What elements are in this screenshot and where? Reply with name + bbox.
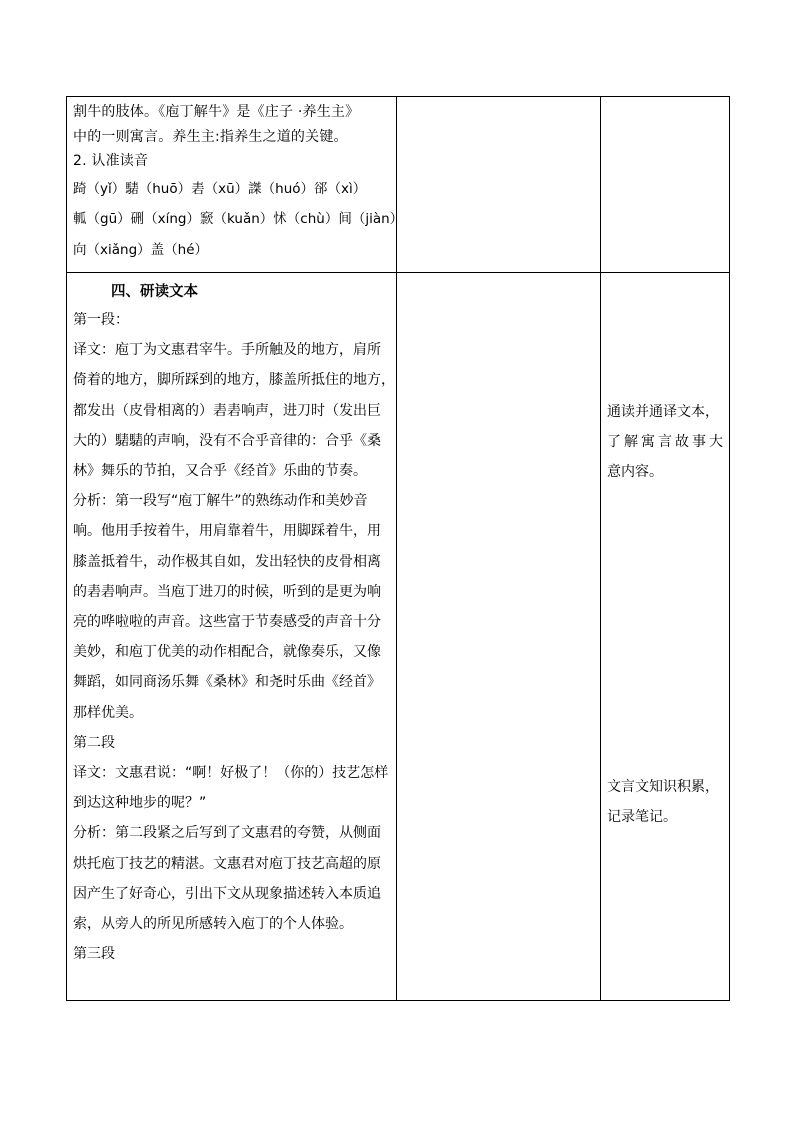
section-heading: 四、研读文本 xyxy=(111,284,198,300)
text-line: 第二段 xyxy=(73,734,115,751)
table-row xyxy=(67,97,730,273)
table-row xyxy=(67,273,730,1001)
text-line: 响。他用手按着牛，用肩靠着牛，用脚踩着牛，用 xyxy=(73,523,381,540)
design-intent-cell xyxy=(601,97,730,273)
side-note xyxy=(601,772,725,832)
text-line: 膝盖抵着牛，动作极其自如，发出轻快的皮骨相离 xyxy=(73,553,381,570)
student-activity-cell xyxy=(397,273,601,1001)
text-line: 烘托庖丁技艺的精湛。文惠君对庖丁技艺高超的原 xyxy=(73,855,381,872)
text-line: 索，从旁人的所见所感转入庖丁的个人体验。 xyxy=(73,916,353,933)
text-line: 倚着的地方，脚所踩到的地方，膝盖所抵住的地方， xyxy=(73,372,395,389)
design-intent-cell xyxy=(601,273,730,1001)
text-line: 译文：文惠君说：“啊！好极了！（你的）技艺怎样 xyxy=(73,765,389,782)
text-line: 第三段 xyxy=(73,946,115,963)
side-note-line: 文言文知识积累， xyxy=(607,779,719,795)
text-line: 分析：第一段写“庖丁解牛”的熟练动作和美妙音 xyxy=(73,493,368,510)
side-note-line: 记录笔记。 xyxy=(607,809,677,825)
text-line: 2. 认准读音 xyxy=(73,153,149,169)
side-note-line: 了解寓言故事大 xyxy=(607,434,726,450)
text-line: 因产生了好奇心，引出下文从现象描述转入本质追 xyxy=(73,885,381,902)
text-line: 舞蹈，如同商汤乐舞《桑林》和尧时乐曲《经首》 xyxy=(73,674,381,691)
pinyin-line: 踦（yǐ）騞（huō）砉（xū）謋（huó）郤（xì） xyxy=(73,180,367,197)
side-note xyxy=(601,397,732,487)
text-line: 都发出（皮骨相离的）砉砉响声，进刀时（发出巨 xyxy=(73,402,381,419)
text-line: 割牛的肢体。《庖丁解牛》是《庄子 ·养生主》 xyxy=(73,104,360,120)
side-note-line: 意内容。 xyxy=(607,464,663,480)
text-line: 第一段： xyxy=(73,312,129,328)
student-activity-cell xyxy=(397,97,601,273)
lesson-plan-table xyxy=(66,96,730,1001)
text-line: 中的一则寓言。养生主:指养生之道的关键。 xyxy=(73,128,348,145)
content-cell xyxy=(67,273,397,1001)
text-line: 林》舞乐的节拍，又合乎《经首》乐曲的节奏。 xyxy=(73,463,367,480)
text-line: 到达这种地步的呢？” xyxy=(73,795,207,812)
text-line: 美妙，和庖丁优美的动作相配合，就像奏乐，又像 xyxy=(73,644,381,661)
text-line: 大的）騞騞的声响，没有不合乎音律的：合乎《桑 xyxy=(73,432,381,449)
pinyin-line: 軱（gū）硎（xíng）窾（kuǎn）怵（chù）间（jiàn） xyxy=(73,211,404,227)
text-line: 的砉砉响声。当庖丁进刀的时候，听到的是更为响 xyxy=(73,583,381,600)
text-line: 译文：庖丁为文惠君宰牛。手所触及的地方，肩所 xyxy=(73,342,381,359)
text-line: 分析：第二段紧之后写到了文惠君的夸赞，从侧面 xyxy=(73,825,381,842)
pinyin-line: 向（xiǎng）盖（hé） xyxy=(73,241,208,258)
side-note-line: 通读并通译文本， xyxy=(607,404,719,420)
content-cell xyxy=(67,97,404,273)
text-line: 亮的哗啦啦的声音。这些富于节奏感受的声音十分 xyxy=(73,614,381,631)
text-line: 那样优美。 xyxy=(73,704,143,721)
